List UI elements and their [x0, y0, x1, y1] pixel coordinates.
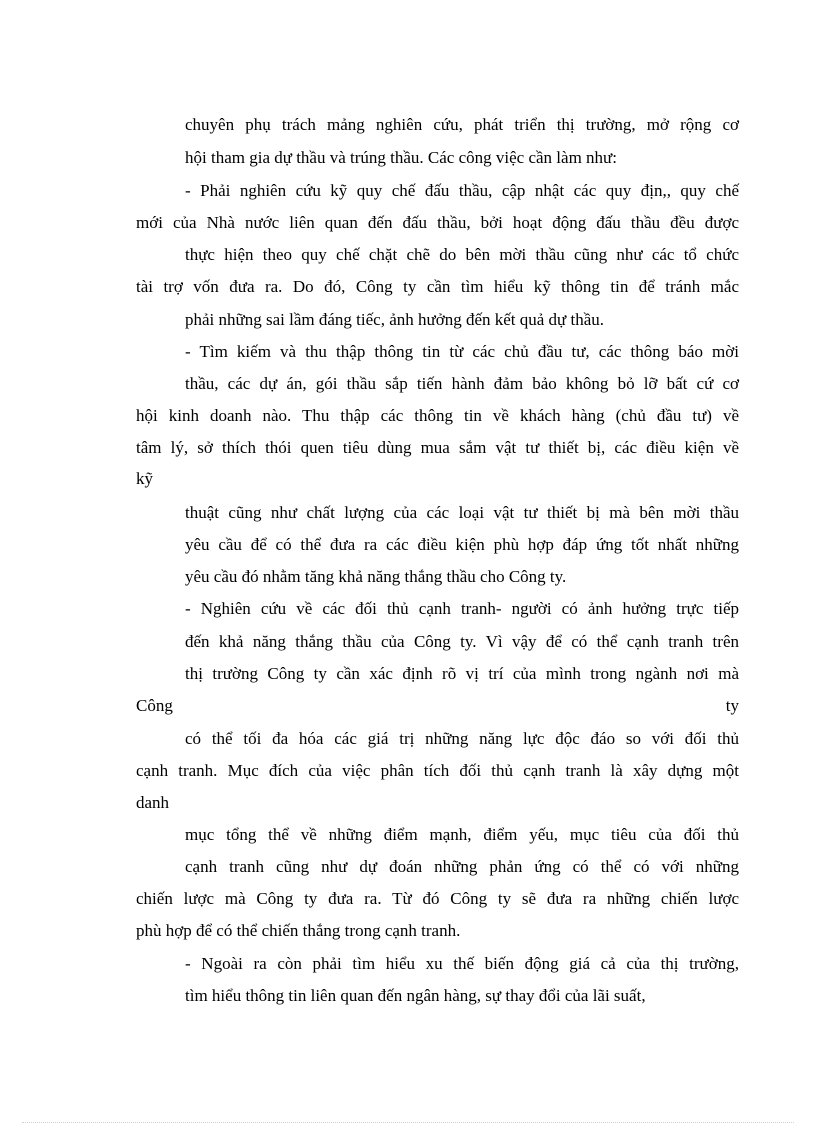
text-line: tài trợ vốn đưa ra. Do đó, Công ty cần tìm hiểu kỹ thông tin để tránh mắc [136, 277, 739, 296]
text-line: có thể tối đa hóa các giá trị những năng lực độc đáo so với đối thủ [185, 729, 739, 748]
text-line: - Phải nghiên cứu kỹ quy chế đấu thầu, cập nhật các quy địn,, quy chế [185, 181, 739, 200]
text-line: thầu, các dự án, gói thầu sắp tiến hành đảm bảo không bỏ lỡ bất cứ cơ [185, 374, 739, 393]
text-line: hội tham gia dự thầu và trúng thầu. Các công việc cần làm như: [185, 148, 617, 167]
text-line: đến khả năng thắng thầu của Công ty. Vì vậy để có thể cạnh tranh trên [185, 632, 739, 651]
text-line: hội kinh doanh nào. Thu thập các thông tin về khách hàng (chủ đầu tư) về [136, 406, 739, 425]
text-line: kỹ [136, 469, 153, 488]
text-line: cạnh tranh. Mục đích của việc phân tích đối thủ cạnh tranh là xây dựng một [136, 761, 739, 780]
text-line: tâm lý, sở thích thói quen tiêu dùng mua sắm vật tư thiết bị, các điều kiện về [136, 438, 739, 457]
text-line: yêu cầu đó nhằm tăng khả năng thắng thầu cho Công ty. [185, 567, 567, 586]
text-line: Công ty [136, 696, 739, 715]
text-line: mới của Nhà nước liên quan đến đấu thầu, bởi hoạt động đấu thầu đều được [136, 213, 739, 232]
text-line: cạnh tranh cũng như dự đoán những phản ứng có thể có với những [185, 857, 739, 876]
text-line: thị trường Công ty cần xác định rõ vị trí của mình trong ngành nơi mà [185, 664, 739, 683]
text-line: - Tìm kiếm và thu thập thông tin từ các chủ đầu tư, các thông báo mời [185, 342, 739, 361]
text-line: thực hiện theo quy chế chặt chẽ do bên mời thầu cũng như các tổ chức [185, 245, 739, 264]
text-line: thuật cũng như chất lượng của các loại vật tư thiết bị mà bên mời thầu [185, 503, 739, 522]
text-line: tìm hiểu thông tin liên quan đến ngân hàng, sự thay đổi của lãi suất, [185, 986, 646, 1005]
text-line: phải những sai lầm đáng tiếc, ảnh hưởng đến kết quả dự thầu. [185, 310, 605, 329]
text-line: chiến lược mà Công ty đưa ra. Từ đó Công ty sẽ đưa ra những chiến lược [136, 889, 739, 908]
text-line: - Nghiên cứu về các đối thủ cạnh tranh- người có ảnh hưởng trực tiếp [185, 599, 739, 618]
text-line: danh [136, 793, 170, 812]
text-line: phù hợp để có thể chiến thắng trong cạnh tranh. [136, 921, 461, 940]
text-line: - Ngoài ra còn phải tìm hiểu xu thế biến động giá cả của thị trường, [185, 954, 739, 973]
text-line: chuyên phụ trách mảng nghiên cứu, phát triển thị trường, mở rộng cơ [185, 115, 739, 134]
text-line: mục tổng thể về những điểm mạnh, điểm yếu, mục tiêu của đối thủ [185, 825, 739, 844]
text-line: yêu cầu để có thể đưa ra các điều kiện phù hợp đáp ứng tốt nhất những [185, 535, 739, 554]
